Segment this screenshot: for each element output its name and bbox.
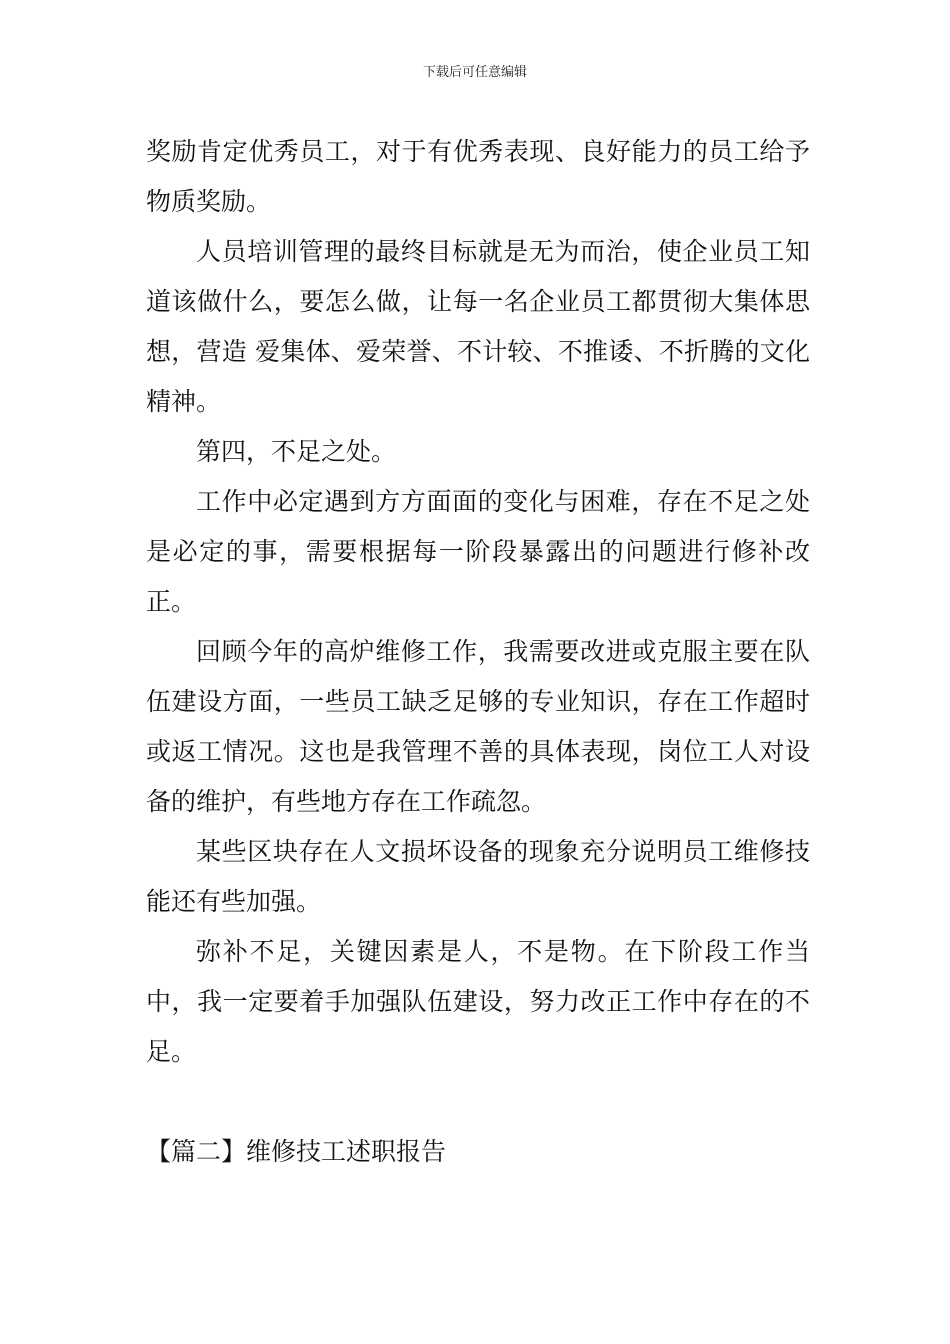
document-body [146, 127, 810, 1177]
paragraph-review: 回顾今年的高炉维修工作，我需要改进或克服主要在队伍建设方面，一些员工缺乏足够的专业知识，存在工作超时或返工情况。这也是我管理不善的具体表现，岗位工人对设备的维护，有些地方存在工作疏忽。 [146, 637, 810, 816]
paragraph-continuation: 奖励肯定优秀员工，对于有优秀表现、良好能力的员工给予物质奖励。 [146, 137, 810, 216]
paragraph-heading-shortcomings: 第四，不足之处。 [196, 437, 397, 466]
section-title: 【篇二】维修技工述职报告 [146, 1137, 447, 1166]
paragraph-challenges: 工作中必定遇到方方面面的变化与困难，存在不足之处是必定的事，需要根据每一阶段暴露出的问题进行修补改正。 [146, 487, 810, 616]
page-header: 下载后可任意编辑 [422, 65, 527, 80]
paragraph-training-goal: 人员培训管理的最终目标就是无为而治，使企业员工知道该做什么，要怎么做，让每一名企业员工都贯彻大集体思想，营造 爱集体、爱荣誉、不计较、不推诿、不折腾的文化精神。 [146, 237, 810, 416]
paragraph-equipment-damage: 某些区块存在人文损坏设备的现象充分说明员工维修技能还有些加强。 [146, 837, 810, 916]
paragraph-improvement: 弥补不足，关键因素是人，不是物。在下阶段工作当中，我一定要着手加强队伍建设，努力改正工作中存在的不足。 [146, 937, 810, 1066]
